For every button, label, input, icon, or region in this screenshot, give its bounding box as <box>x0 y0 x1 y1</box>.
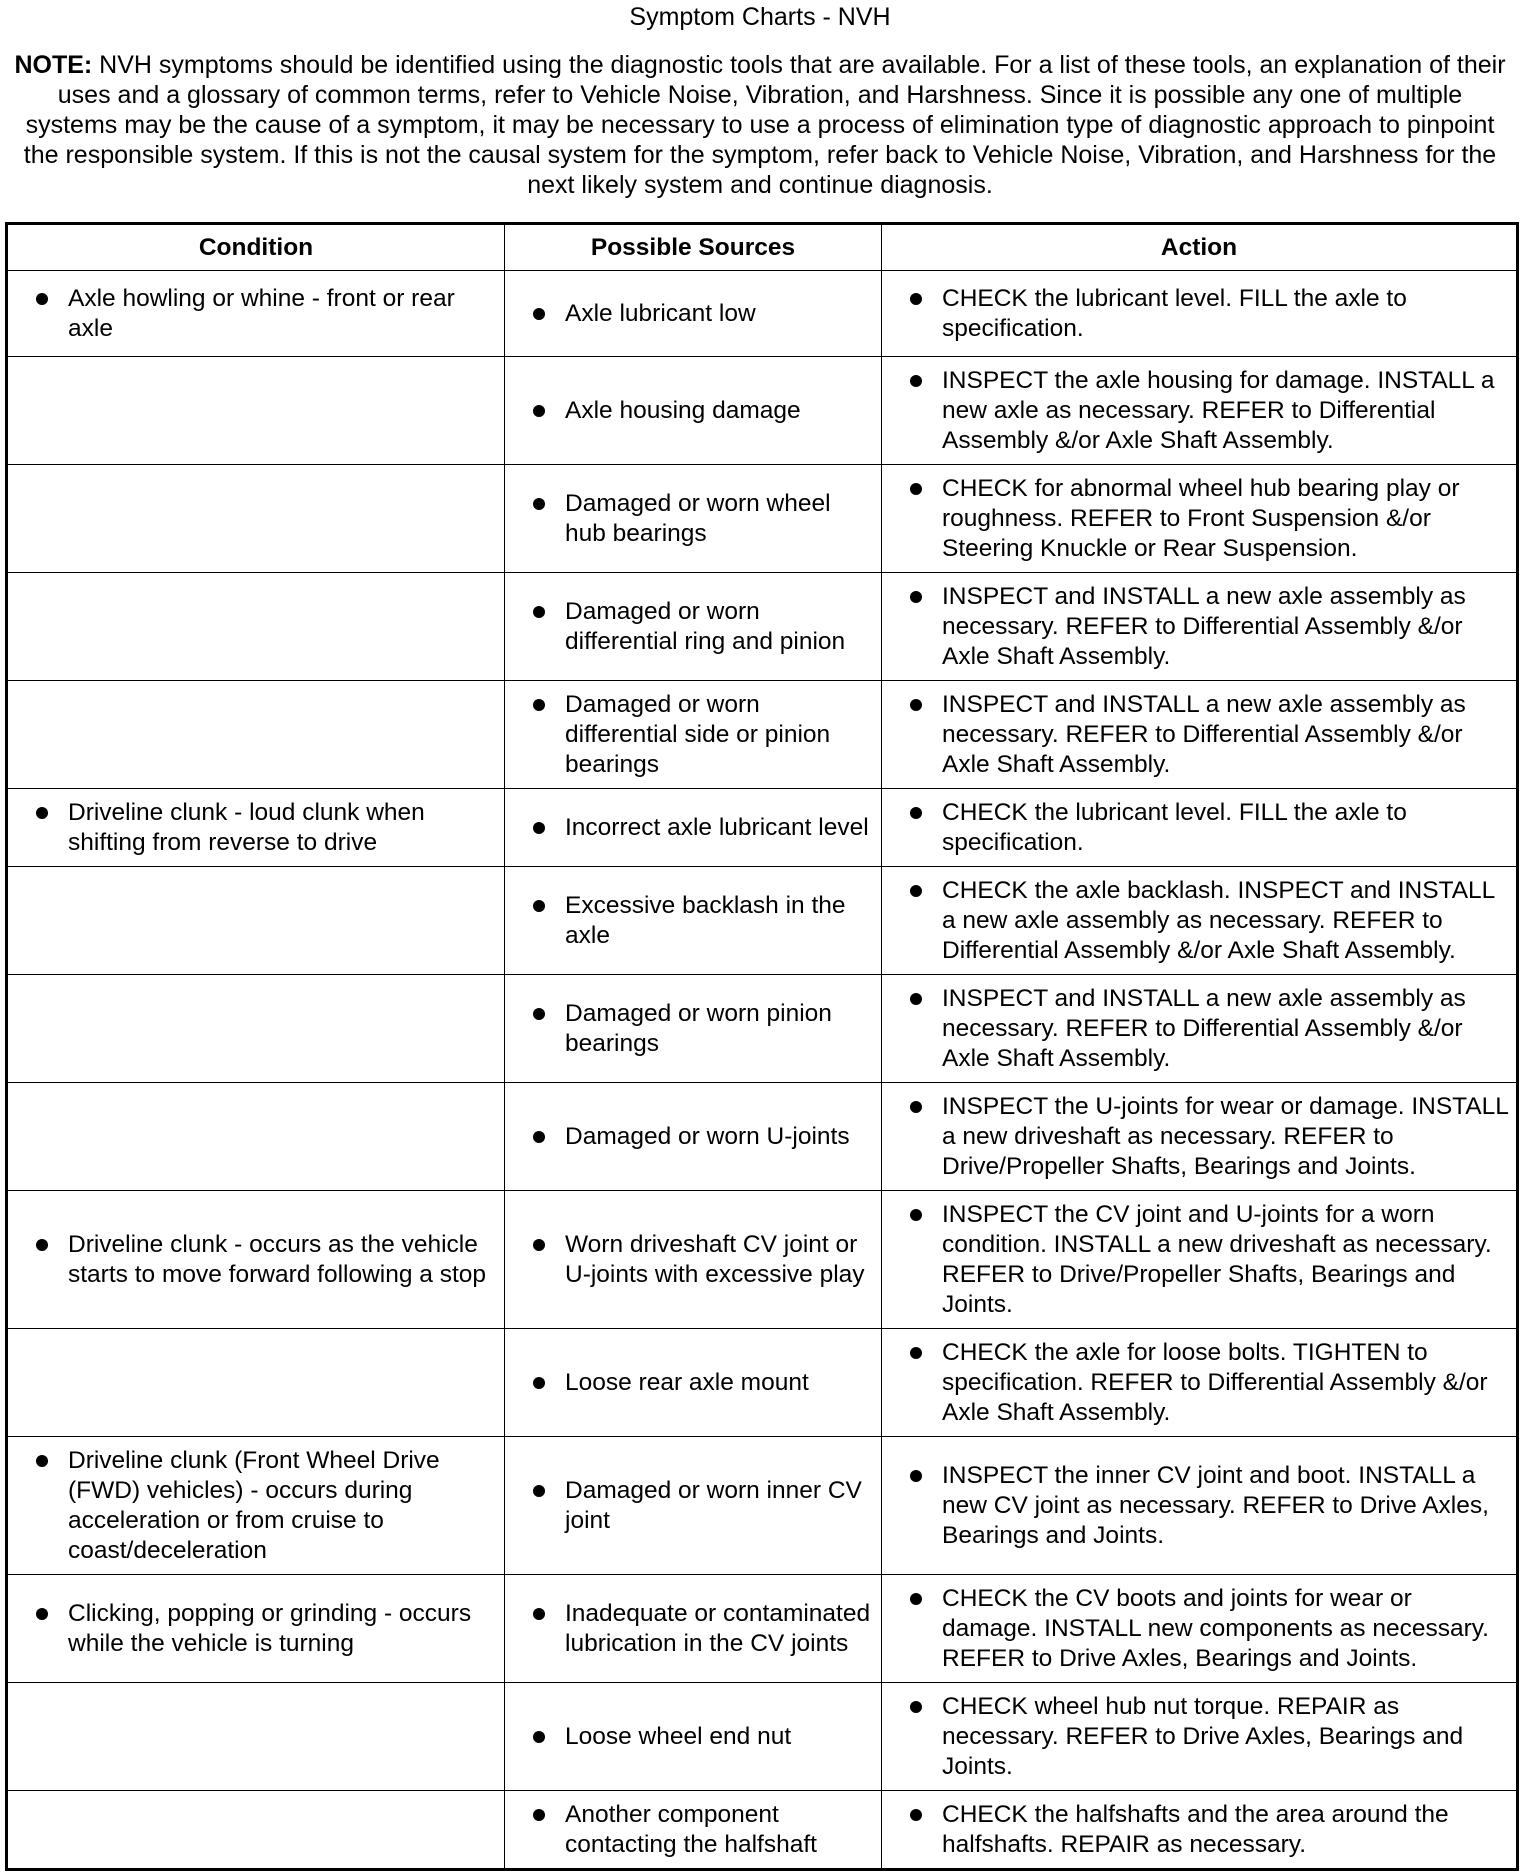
action-text: CHECK the axle backlash. INSPECT and INSTALL a new axle assembly as necessary. REFER to Differential Assembly &/or Axle Shaft Assembly. <box>882 876 1513 966</box>
condition-cell <box>7 465 505 573</box>
source-cell <box>505 1575 882 1683</box>
action-cell <box>882 1437 1518 1575</box>
condition-cell <box>7 1329 505 1437</box>
source-cell <box>505 1083 882 1191</box>
source-cell <box>505 681 882 789</box>
source-cell <box>505 1437 882 1575</box>
source-text: Loose rear axle mount <box>505 1368 878 1398</box>
action-cell <box>882 681 1518 789</box>
source-cell <box>505 465 882 573</box>
action-cell <box>882 1191 1518 1329</box>
table-row <box>7 789 1518 867</box>
page-title: Symptom Charts - NVH <box>629 3 891 31</box>
table-row <box>7 465 1518 573</box>
header-condition: Condition <box>7 224 505 271</box>
action-text: INSPECT and INSTALL a new axle assembly as necessary. REFER to Differential Assembly &/or Axle Shaft Assembly. <box>882 690 1513 780</box>
source-cell <box>505 975 882 1083</box>
action-text: CHECK wheel hub nut torque. REPAIR as necessary. REFER to Drive Axles, Bearings and Joints. <box>882 1692 1513 1782</box>
source-cell <box>505 1329 882 1437</box>
condition-cell <box>7 1083 505 1191</box>
source-text: Axle lubricant low <box>505 299 878 329</box>
source-cell <box>505 1683 882 1791</box>
condition-cell <box>7 1437 505 1575</box>
condition-text: Driveline clunk - occurs as the vehicle starts to move forward following a stop <box>8 1230 501 1290</box>
source-text: Damaged or worn differential side or pinion bearings <box>505 690 878 780</box>
condition-cell <box>7 271 505 357</box>
note-text: NVH symptoms should be identified using the diagnostic tools that are available. For a list of these tools, an explanation of their uses and a glossary of common terms, refer to Vehicle Noise, Vibration, and Harshness. Since it is possible any one of multiple systems may be the cause of a symptom, it may be necessary to use a process of elimination type of diagnostic approach to pinpoint the responsible system. If this is not the causal system for the symptom, refer back to Vehicle Noise, Vibration, and Harshness for the next likely system and continue diagnosis. <box>23 51 1506 199</box>
action-cell <box>882 1329 1518 1437</box>
table-row <box>7 1791 1518 1870</box>
note-paragraph <box>10 50 1510 200</box>
table-row <box>7 1683 1518 1791</box>
action-text: INSPECT the CV joint and U-joints for a worn condition. INSTALL a new driveshaft as necessary. REFER to Drive/Propeller Shafts, Bearings and Joints. <box>882 1200 1513 1320</box>
source-text: Damaged or worn U-joints <box>505 1122 878 1152</box>
action-cell <box>882 1083 1518 1191</box>
symptom-chart-table <box>5 222 1519 1871</box>
source-text: Damaged or worn differential ring and pinion <box>505 597 878 657</box>
action-text: INSPECT and INSTALL a new axle assembly as necessary. REFER to Differential Assembly &/or Axle Shaft Assembly. <box>882 582 1513 672</box>
action-text: CHECK the halfshafts and the area around the halfshafts. REPAIR as necessary. <box>882 1800 1513 1860</box>
condition-text: Clicking, popping or grinding - occurs while the vehicle is turning <box>8 1599 501 1659</box>
action-cell <box>882 357 1518 465</box>
condition-cell <box>7 1191 505 1329</box>
table-header-row <box>7 224 1518 271</box>
condition-cell <box>7 789 505 867</box>
action-cell <box>882 271 1518 357</box>
condition-text: Driveline clunk (Front Wheel Drive (FWD) vehicles) - occurs during acceleration or from cruise to coast/deceleration <box>8 1446 501 1566</box>
source-text: Excessive backlash in the axle <box>505 891 878 951</box>
source-cell <box>505 789 882 867</box>
condition-text: Axle howling or whine - front or rear axle <box>8 284 501 344</box>
note-label: NOTE: <box>14 51 93 79</box>
condition-cell <box>7 1683 505 1791</box>
source-text: Another component contacting the halfshaft <box>505 1800 878 1860</box>
condition-text: Driveline clunk - loud clunk when shifting from reverse to drive <box>8 798 501 858</box>
source-cell <box>505 271 882 357</box>
source-text: Damaged or worn inner CV joint <box>505 1476 878 1536</box>
action-text: INSPECT the axle housing for damage. INSTALL a new axle as necessary. REFER to Differential Assembly &/or Axle Shaft Assembly. <box>882 366 1513 456</box>
action-cell <box>882 1683 1518 1791</box>
source-cell <box>505 1791 882 1870</box>
action-text: INSPECT and INSTALL a new axle assembly as necessary. REFER to Differential Assembly &/or Axle Shaft Assembly. <box>882 984 1513 1074</box>
table-row <box>7 1575 1518 1683</box>
header-possible-sources: Possible Sources <box>505 224 882 271</box>
source-cell <box>505 867 882 975</box>
condition-cell <box>7 1791 505 1870</box>
table-row <box>7 681 1518 789</box>
condition-cell <box>7 681 505 789</box>
table-row <box>7 1329 1518 1437</box>
condition-cell <box>7 357 505 465</box>
source-text: Axle housing damage <box>505 396 878 426</box>
action-text: CHECK the lubricant level. FILL the axle to specification. <box>882 798 1513 858</box>
source-cell <box>505 573 882 681</box>
source-text: Incorrect axle lubricant level <box>505 813 878 843</box>
action-text: CHECK for abnormal wheel hub bearing play or roughness. REFER to Front Suspension &/or Steering Knuckle or Rear Suspension. <box>882 474 1513 564</box>
condition-cell <box>7 975 505 1083</box>
table-body <box>7 271 1518 1870</box>
source-text: Inadequate or contaminated lubrication in the CV joints <box>505 1599 878 1659</box>
action-text: INSPECT the inner CV joint and boot. INSTALL a new CV joint as necessary. REFER to Drive Axles, Bearings and Joints. <box>882 1461 1513 1551</box>
table-row <box>7 1191 1518 1329</box>
action-text: CHECK the CV boots and joints for wear or damage. INSTALL new components as necessary. REFER to Drive Axles, Bearings and Joints. <box>882 1584 1513 1674</box>
condition-cell <box>7 867 505 975</box>
table-row <box>7 1437 1518 1575</box>
source-text: Damaged or worn pinion bearings <box>505 999 878 1059</box>
table-row <box>7 271 1518 357</box>
table-row <box>7 867 1518 975</box>
action-cell <box>882 789 1518 867</box>
table-row <box>7 975 1518 1083</box>
condition-cell <box>7 1575 505 1683</box>
action-cell <box>882 573 1518 681</box>
action-text: CHECK the lubricant level. FILL the axle to specification. <box>882 284 1513 344</box>
source-cell <box>505 357 882 465</box>
source-text: Loose wheel end nut <box>505 1722 878 1752</box>
source-text: Worn driveshaft CV joint or U-joints with excessive play <box>505 1230 878 1290</box>
source-cell <box>505 1191 882 1329</box>
action-cell <box>882 465 1518 573</box>
action-text: CHECK the axle for loose bolts. TIGHTEN to specification. REFER to Differential Assembly &/or Axle Shaft Assembly. <box>882 1338 1513 1428</box>
condition-cell <box>7 573 505 681</box>
action-cell <box>882 1575 1518 1683</box>
action-cell <box>882 1791 1518 1870</box>
source-text: Damaged or worn wheel hub bearings <box>505 489 878 549</box>
action-text: INSPECT the U-joints for wear or damage. INSTALL a new driveshaft as necessary. REFER to Drive/Propeller Shafts, Bearings and Joints. <box>882 1092 1513 1182</box>
table-row <box>7 357 1518 465</box>
header-action: Action <box>882 224 1518 271</box>
table-row <box>7 1083 1518 1191</box>
action-cell <box>882 867 1518 975</box>
table-row <box>7 573 1518 681</box>
action-cell <box>882 975 1518 1083</box>
